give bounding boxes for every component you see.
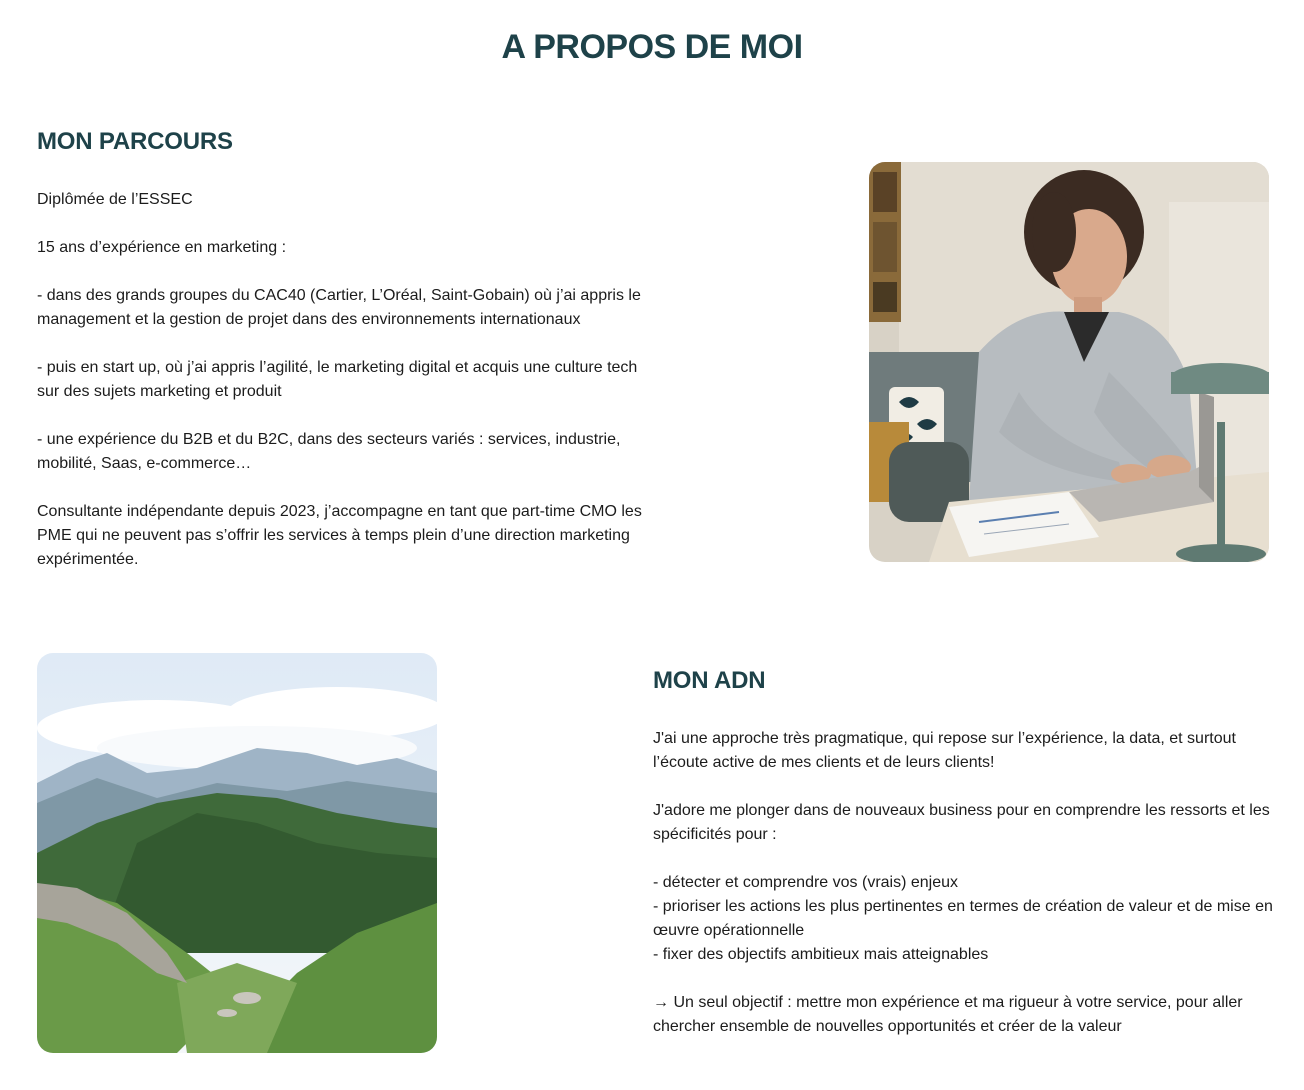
parcours-title: MON PARCOURS: [37, 128, 233, 155]
parcours-paragraph: Consultante indépendante depuis 2023, j’accompagne en tant que part-time CMO les PME qui ne peuvent pas s’offrir les services à temps plein d’une direction marketing expérimentée.: [37, 503, 647, 568]
portrait-photo: [869, 162, 1269, 562]
parcours-paragraph: - une expérience du B2B et du B2C, dans des secteurs variés : services, industrie, mobilité, Saas, e-commerce…: [37, 431, 625, 472]
parcours-text: [37, 188, 657, 572]
parcours-paragraph: Diplômée de l’ESSEC: [37, 191, 193, 208]
adn-paragraph: J'ai une approche très pragmatique, qui repose sur l’expérience, la data, et surtout l’écoute active de mes clients et de leurs clients!: [653, 730, 1241, 771]
mountain-photo: [37, 653, 437, 1053]
adn-paragraph: → Un seul objectif : mettre mon expérience et ma rigueur à votre service, pour aller chercher ensemble de nouvelles opportunités et créer de la valeur: [653, 994, 1248, 1035]
parcours-paragraph: - dans des grands groupes du CAC40 (Cartier, L’Oréal, Saint-Gobain) où j’ai appris le management et la gestion de projet dans des environnements internationaux: [37, 287, 646, 328]
adn-title: MON ADN: [653, 667, 766, 694]
adn-list: - détecter et comprendre vos (vrais) enjeux - prioriser les actions les plus pertinentes en termes de création de valeur et de mise en œuvre opérationnelle - fixer des objectifs ambitieux mais atteignables: [653, 874, 1273, 963]
page-title: A PROPOS DE MOI: [501, 28, 803, 66]
parcours-paragraph: - puis en start up, où j’ai appris l’agilité, le marketing digital et acquis une culture tech sur des sujets marketing et produit: [37, 359, 642, 400]
adn-text: [653, 727, 1273, 1039]
parcours-paragraph: 15 ans d’expérience en marketing :: [37, 239, 287, 256]
adn-paragraph: J'adore me plonger dans de nouveaux business pour en comprendre les ressorts et les spécificités pour :: [653, 802, 1275, 843]
